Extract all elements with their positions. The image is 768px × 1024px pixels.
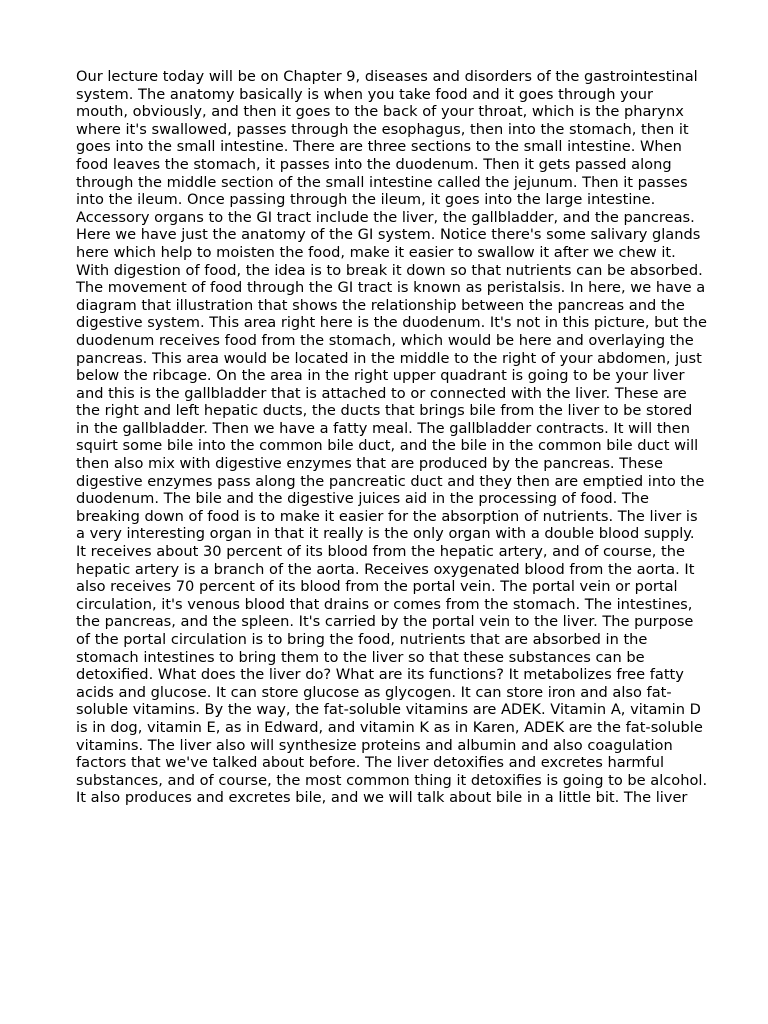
transcript-paragraph: Our lecture today will be on Chapter 9, diseases and disorders of the gastrointestinal system. The anatomy basically is when you take food and it goes through your mouth, obviously, and then it goes to the back of your throat, which is the pharynx where it's swallowed, passes through the esophagus, then into the stomach, then it goes into the small intestine. There are three sections to the small intestine. When food leaves the stomach, it passes into the duodenum. Then it gets passed along through the middle section of the small intestine called the jejunum. Then it passes into the ileum. Once passing through the ileum, it goes into the large intestine. Accessory organs to the GI tract include the liver, the gallbladder, and the pancreas. Here we have just the anatomy of the GI system. Notice there's some salivary glands here which help to moisten the food, make it easier to swallow it after we chew it. With digestion of food, the idea is to break it down so that nutrients can be absorbed. The movement of food through the GI tract is known as peristalsis. In here, we have a diagram that illustration that shows the relationship between the pancreas and the digestive system. This area right here is the duodenum. It's not in this picture, but the duodenum receives food from the stomach, which would be here and overlaying the pancreas. This area would be located in the middle to the right of your abdomen, just below the ribcage. On the area in the right upper quadrant is going to be your liver and this is the gallbladder that is attached to or connected with the liver. These are the right and left hepatic ducts, the ducts that brings bile from the liver to be stored in the gallbladder. Then we have a fatty meal. The gallbladder contracts. It will then squirt some bile into the common bile duct, and the bile in the common bile duct will then also mix with digestive enzymes that are produced by the pancreas. These digestive enzymes pass along the pancreatic duct and they then are emptied into the duodenum. The bile and the digestive juices aid in the processing of food. The breaking down of food is to make it easier for the absorption of nutrients. The liver is a very interesting organ in that it really is the only organ with a double blood supply. It receives about 30 percent of its blood from the hepatic artery, and of course, the hepatic artery is a branch of the aorta. Receives oxygenated blood from the aorta. It also receives 70 percent of its blood from the portal vein. The portal vein or portal circulation, it's venous blood that drains or comes from the stomach. The intestines, the pancreas, and the spleen. It's carried by the portal vein to the liver. The purpose of the portal circulation is to bring the food, nutrients that are absorbed in the stomach intestines to bring them to the liver so that these substances can be detoxified. What does the liver do? What are its functions? It metabolizes free fatty acids and glucose. It can store glucose as glycogen. It can store iron and also fat-soluble vitamins. By the way, the fat-soluble vitamins are ADEK. Vitamin A, vitamin D is in dog, vitamin E, as in Edward, and vitamin K as in Karen, ADEK are the fat-soluble vitamins. The liver also will synthesize proteins and albumin and also coagulation factors that we've talked about before. The liver detoxifies and excretes harmful substances, and of course, the most common thing it detoxifies is going to be alcohol. It also produces and excretes bile, and we will talk about bile in a little bit. The liver: [76, 68, 708, 807]
